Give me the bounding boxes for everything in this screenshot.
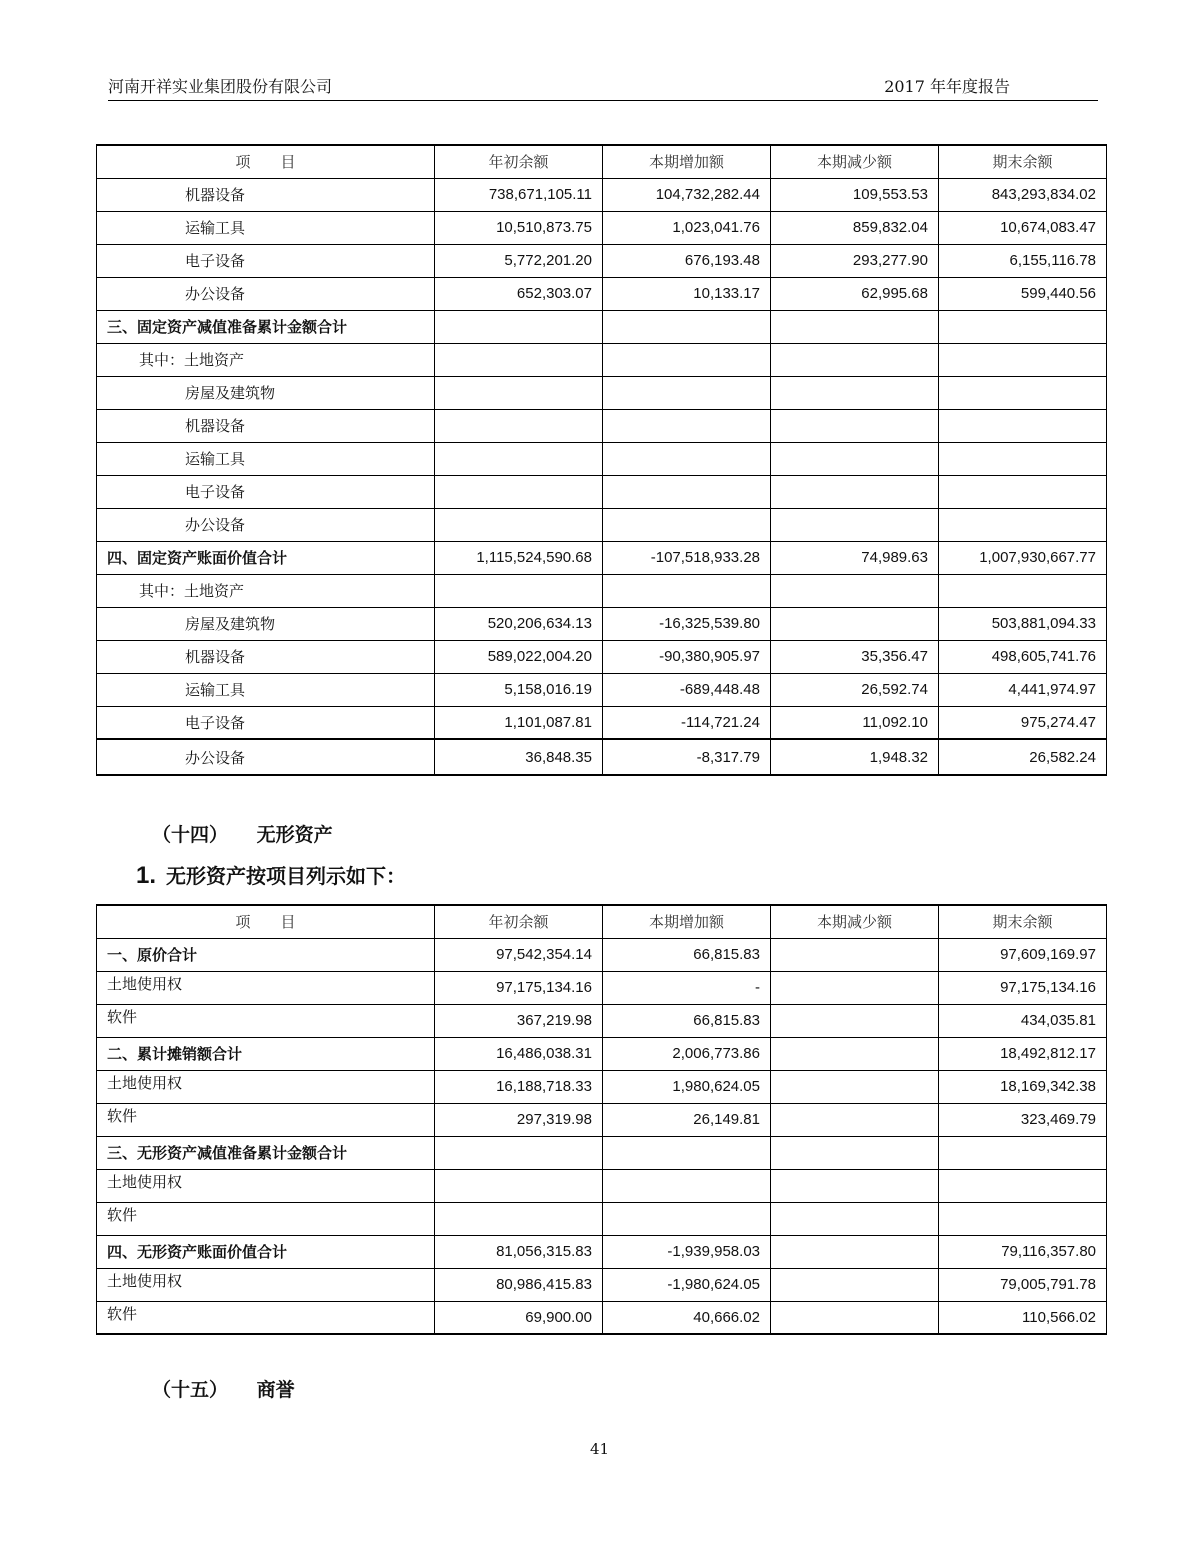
cell-closing: 97,609,169.97 [939,938,1107,971]
row-label: 房屋及建筑物 [97,376,435,409]
cell-opening [435,475,603,508]
row-label [97,1301,435,1334]
cell-closing: 498,605,741.76 [939,640,1107,673]
cell-opening [435,1169,603,1202]
cell-opening: 297,319.98 [435,1103,603,1136]
row-label: 办公设备 [97,508,435,541]
report-title: 2017 年年度报告 [884,77,1010,96]
cell-decrease [771,1235,939,1268]
row-label-text: 土地使用权 [107,1174,183,1191]
row-label: 机器设备 [97,409,435,442]
header-opening: 年初余额 [435,145,603,178]
header-closing: 期末余额 [939,145,1107,178]
cell-increase [603,310,771,343]
table-row [97,1268,1107,1301]
table-row [97,640,1107,673]
table-row [97,971,1107,1004]
section-heading-goodwill [152,1375,295,1402]
cell-decrease [771,508,939,541]
cell-increase: 66,815.83 [603,938,771,971]
subsection-heading [136,860,406,890]
cell-decrease [771,1004,939,1037]
table-row [97,1169,1107,1202]
cell-decrease [771,310,939,343]
cell-closing: 843,293,834.02 [939,178,1107,211]
cell-increase: 2,006,773.86 [603,1037,771,1070]
header-item: 项 目 [97,145,435,178]
section-number: （十五） [152,1379,229,1401]
cell-decrease: 293,277.90 [771,244,939,277]
cell-closing: 79,116,357.80 [939,1235,1107,1268]
row-label: 房屋及建筑物 [97,607,435,640]
cell-opening: 81,056,315.83 [435,1235,603,1268]
row-label: 三、固定资产减值准备累计金额合计 [97,310,435,343]
cell-closing: 26,582.24 [939,739,1107,775]
section-title: 商誉 [256,1379,295,1401]
header-item: 项 目 [97,905,435,938]
cell-increase: 676,193.48 [603,244,771,277]
cell-closing: 79,005,791.78 [939,1268,1107,1301]
cell-opening [435,442,603,475]
table-row [97,277,1107,310]
cell-increase [603,574,771,607]
cell-decrease [771,442,939,475]
cell-increase [603,475,771,508]
table-row [97,739,1107,775]
cell-decrease [771,574,939,607]
cell-increase: -107,518,933.28 [603,541,771,574]
cell-closing [939,1169,1107,1202]
cell-decrease: 859,832.04 [771,211,939,244]
cell-opening: 5,772,201.20 [435,244,603,277]
cell-increase: 40,666.02 [603,1301,771,1334]
cell-opening [435,376,603,409]
table-row [97,211,1107,244]
cell-increase [603,1136,771,1169]
table-header-row [97,905,1107,938]
cell-decrease [771,1136,939,1169]
table-row [97,1037,1107,1070]
cell-increase [603,343,771,376]
company-name: 河南开祥实业集团股份有限公司 [108,77,333,96]
table-row [97,310,1107,343]
cell-decrease [771,343,939,376]
cell-closing [939,442,1107,475]
header-closing: 期末余额 [939,905,1107,938]
header-increase: 本期增加额 [603,905,771,938]
cell-increase: 10,133.17 [603,277,771,310]
cell-closing [939,475,1107,508]
cell-decrease [771,475,939,508]
cell-opening: 738,671,105.11 [435,178,603,211]
cell-opening: 5,158,016.19 [435,673,603,706]
cell-closing: 97,175,134.16 [939,971,1107,1004]
cell-decrease: 26,592.74 [771,673,939,706]
cell-opening [435,1202,603,1235]
table-row [97,178,1107,211]
cell-decrease [771,376,939,409]
table-row [97,607,1107,640]
cell-closing [939,409,1107,442]
cell-increase [603,1202,771,1235]
cell-increase: -114,721.24 [603,706,771,739]
cell-opening: 652,303.07 [435,277,603,310]
cell-closing: 18,169,342.38 [939,1070,1107,1103]
table-row [97,574,1107,607]
table-header-row [97,145,1107,178]
cell-closing: 1,007,930,667.77 [939,541,1107,574]
row-label-text: 土地使用权 [107,1075,183,1092]
cell-closing [939,310,1107,343]
row-label: 四、固定资产账面价值合计 [97,541,435,574]
row-label [97,1202,435,1235]
cell-decrease [771,409,939,442]
cell-decrease: 1,948.32 [771,739,939,775]
cell-closing: 323,469.79 [939,1103,1107,1136]
table-row [97,1235,1107,1268]
cell-opening [435,343,603,376]
cell-decrease [771,607,939,640]
section-number: （十四） [152,824,229,846]
cell-opening: 16,188,718.33 [435,1070,603,1103]
cell-closing: 599,440.56 [939,277,1107,310]
row-label-text: 软件 [107,1108,138,1125]
row-label: 二、累计摊销额合计 [97,1037,435,1070]
row-label: 机器设备 [97,178,435,211]
row-label: 电子设备 [97,706,435,739]
cell-opening: 520,206,634.13 [435,607,603,640]
cell-decrease [771,1070,939,1103]
cell-increase [603,409,771,442]
row-label [97,971,435,1004]
cell-decrease [771,1169,939,1202]
cell-increase: -8,317.79 [603,739,771,775]
cell-increase: - [603,971,771,1004]
cell-opening: 97,175,134.16 [435,971,603,1004]
cell-increase: 26,149.81 [603,1103,771,1136]
cell-increase [603,442,771,475]
row-label: 四、无形资产账面价值合计 [97,1235,435,1268]
cell-increase: -16,325,539.80 [603,607,771,640]
row-label: 其中：土地资产 [97,343,435,376]
cell-increase: 1,023,041.76 [603,211,771,244]
row-label [97,1004,435,1037]
cell-increase: -1,939,958.03 [603,1235,771,1268]
cell-closing: 6,155,116.78 [939,244,1107,277]
row-label-text: 软件 [107,1009,138,1026]
table-row [97,938,1107,971]
cell-opening: 1,115,524,590.68 [435,541,603,574]
table-row [97,706,1107,739]
header-increase: 本期增加额 [603,145,771,178]
row-label: 其中：土地资产 [97,574,435,607]
cell-opening: 1,101,087.81 [435,706,603,739]
row-label: 三、无形资产减值准备累计金额合计 [97,1136,435,1169]
cell-decrease [771,1103,939,1136]
row-label: 运输工具 [97,442,435,475]
cell-opening: 36,848.35 [435,739,603,775]
row-label-text: 土地使用权 [107,976,183,993]
cell-opening [435,508,603,541]
row-label-text: 土地使用权 [107,1273,183,1290]
row-label: 运输工具 [97,211,435,244]
row-label [97,1103,435,1136]
table-row [97,508,1107,541]
cell-opening: 16,486,038.31 [435,1037,603,1070]
cell-closing: 10,674,083.47 [939,211,1107,244]
cell-decrease: 35,356.47 [771,640,939,673]
table-row [97,409,1107,442]
cell-closing: 18,492,812.17 [939,1037,1107,1070]
cell-opening: 367,219.98 [435,1004,603,1037]
table-row [97,1301,1107,1334]
cell-opening: 97,542,354.14 [435,938,603,971]
cell-decrease: 109,553.53 [771,178,939,211]
cell-opening: 69,900.00 [435,1301,603,1334]
table-row [97,1202,1107,1235]
cell-increase: -90,380,905.97 [603,640,771,673]
fixed-assets-table [96,144,1107,776]
cell-decrease [771,1202,939,1235]
cell-opening: 589,022,004.20 [435,640,603,673]
subsection-title: 无形资产按项目列示如下： [166,864,407,888]
cell-closing [939,343,1107,376]
row-label: 办公设备 [97,277,435,310]
table-row [97,343,1107,376]
row-label: 一、原价合计 [97,938,435,971]
table-row [97,673,1107,706]
cell-increase: 66,815.83 [603,1004,771,1037]
cell-opening [435,1136,603,1169]
table-row [97,1070,1107,1103]
cell-decrease [771,971,939,1004]
subsection-number: 1. [136,862,157,889]
row-label [97,1070,435,1103]
table-row [97,1103,1107,1136]
cell-closing: 110,566.02 [939,1301,1107,1334]
row-label-text: 软件 [107,1207,138,1224]
cell-closing [939,574,1107,607]
header-decrease: 本期减少额 [771,905,939,938]
table-row [97,442,1107,475]
intangible-assets-table [96,904,1107,1335]
cell-decrease: 62,995.68 [771,277,939,310]
section-title: 无形资产 [256,824,333,846]
cell-opening [435,409,603,442]
cell-closing [939,508,1107,541]
row-label [97,1169,435,1202]
page-header [108,74,1098,101]
page-number: 41 [589,1440,610,1458]
row-label: 电子设备 [97,244,435,277]
cell-increase [603,376,771,409]
cell-decrease [771,1301,939,1334]
cell-decrease [771,938,939,971]
cell-opening [435,310,603,343]
cell-decrease [771,1268,939,1301]
row-label-text: 软件 [107,1305,138,1323]
cell-closing: 4,441,974.97 [939,673,1107,706]
table-row [97,475,1107,508]
row-label: 电子设备 [97,475,435,508]
cell-increase [603,508,771,541]
cell-opening [435,574,603,607]
cell-closing: 503,881,094.33 [939,607,1107,640]
cell-closing [939,376,1107,409]
row-label: 办公设备 [97,739,435,775]
section-heading-intangible [152,820,333,847]
table-row [97,244,1107,277]
table-row [97,541,1107,574]
row-label [97,1268,435,1301]
cell-closing [939,1136,1107,1169]
cell-decrease: 11,092.10 [771,706,939,739]
header-decrease: 本期减少额 [771,145,939,178]
cell-increase: -689,448.48 [603,673,771,706]
cell-increase: -1,980,624.05 [603,1268,771,1301]
header-opening: 年初余额 [435,905,603,938]
cell-decrease: 74,989.63 [771,541,939,574]
table-row [97,376,1107,409]
row-label: 运输工具 [97,673,435,706]
row-label: 机器设备 [97,640,435,673]
cell-closing: 434,035.81 [939,1004,1107,1037]
table-row [97,1004,1107,1037]
cell-increase [603,1169,771,1202]
cell-closing: 975,274.47 [939,706,1107,739]
cell-closing [939,1202,1107,1235]
cell-opening: 10,510,873.75 [435,211,603,244]
table-row [97,1136,1107,1169]
cell-increase: 1,980,624.05 [603,1070,771,1103]
cell-decrease [771,1037,939,1070]
cell-opening: 80,986,415.83 [435,1268,603,1301]
cell-increase: 104,732,282.44 [603,178,771,211]
